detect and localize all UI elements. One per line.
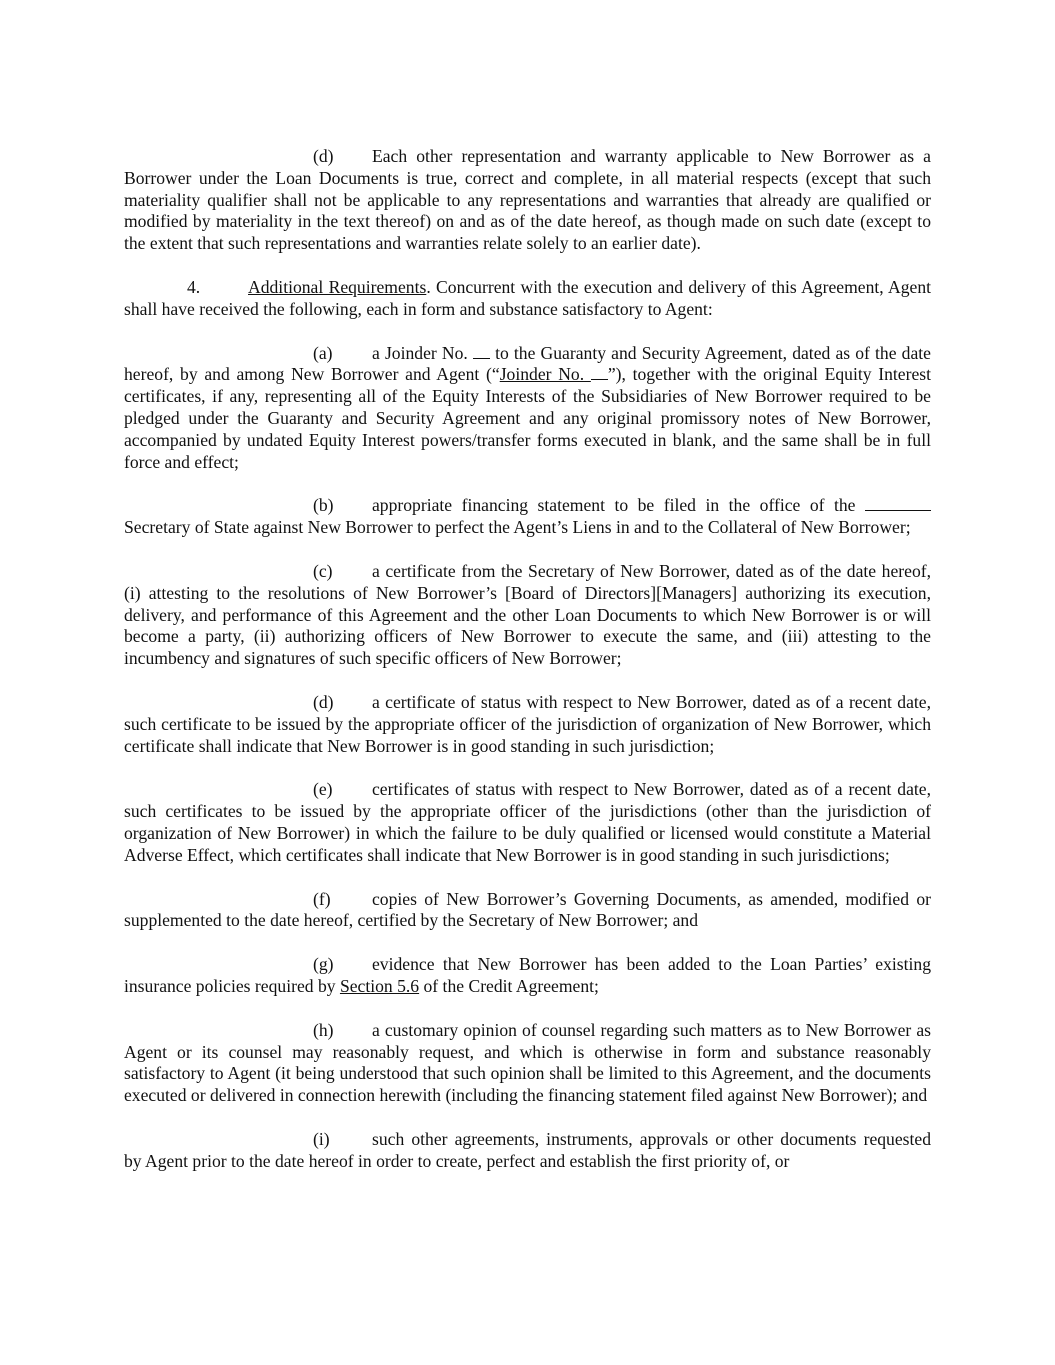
item-label: (d): [313, 146, 334, 166]
item-label: (a): [313, 342, 333, 363]
item-label: (c): [313, 560, 333, 581]
paragraph-text: a certificate of status with respect to New Borrower, dated as of a recent date, such certificate to be issued by the appropriate officer of the jurisdiction of organization of New Borrower, which certificate shall indicate that New Borrower is in good standing in such jurisdiction;: [124, 691, 931, 756]
item-f-governing-documents: [124, 889, 931, 933]
item-h-opinion-of-counsel: [124, 1020, 931, 1107]
paragraph-text: to the Guaranty and Security Agreement, dated as of the date hereof, by and among New Borrower and Agent (“: [124, 342, 931, 385]
paragraph-rep-warranty-d: [124, 146, 931, 255]
paragraph-text: ”), together with the original Equity Interest certificates, if any, representing all of the Equity Interests of the Subsidiaries of New Borrower required to be pledged under the Guaranty and Security Agreement and any original promissory notes of New Borrower, accompanied by undated Equity Interest powers/transfer forms executed in blank, and the same shall be in full force and effect;: [124, 364, 932, 472]
section-heading: Additional Requirements: [248, 276, 427, 297]
paragraph-text: appropriate financing statement to be filed in the office of the: [372, 495, 865, 516]
item-b-financing-statement: [124, 495, 931, 539]
paragraph-text: . Concurrent with the execution and delivery of this Agreement, Agent shall have received the following, each in form and substance satisfactory to Agent:: [124, 276, 931, 319]
blank-line: [591, 378, 608, 380]
item-a-joinder: [124, 343, 931, 474]
section-reference: Section 5.6: [339, 975, 420, 996]
paragraph-text: of the Credit Agreement;: [419, 975, 599, 996]
item-label: (d): [313, 691, 334, 712]
paragraph-text: Each other representation and warranty applicable to New Borrower as a Borrower under the Loan Documents is true, correct and complete, in all material respects (except that such materiality qualifier shall not be applicable to any representations and warranties that already are qualified or modified by materiality in the text thereof) on and as of the date hereof, as though made on such date (except to the extent that such representations and warranties relate solely to an earlier date).: [124, 146, 931, 254]
paragraph-text: certificates of status with respect to New Borrower, dated as of a recent date, such certificates to be issued by the appropriate officer of the jurisdictions (other than the jurisdiction of organization of New Borrower) in which the failure to be duly qualified or licensed would constitute a Material Adverse Effect, which certificates shall indicate that New Borrower is in good standing in such jurisdictions;: [124, 779, 931, 865]
paragraph-text: Secretary of State against New Borrower to perfect the Agent’s Liens in and to the Collateral of New Borrower;: [124, 517, 911, 538]
item-c-secretary-certificate: [124, 561, 931, 670]
paragraph-text: copies of New Borrower’s Governing Documents, as amended, modified or supplemented to the date hereof, certified by the Secretary of New Borrower; and: [124, 888, 931, 931]
blank-line: [473, 357, 490, 359]
item-e-certificates-of-status: [124, 779, 931, 866]
document-page: [124, 146, 931, 1172]
blank-line: [865, 509, 931, 511]
item-label: (e): [313, 779, 333, 800]
item-i-other-agreements: [124, 1129, 931, 1173]
item-label: (i): [313, 1128, 330, 1149]
item-g-insurance-evidence: [124, 954, 931, 998]
paragraph-text: a Joinder No.: [372, 342, 473, 363]
paragraph-text: a certificate from the Secretary of New Borrower, dated as of the date hereof, (i) attesting to the resolutions of New Borrower’s [Board of Directors][Managers] authorizing its execution, delivery, and performance of this Agreement and the other Loan Documents to which New Borrower is or will become a party, (ii) authorizing officers of New Borrower to execute the same, and (iii) attesting to the incumbency and signatures of such specific officers of New Borrower;: [124, 560, 931, 669]
item-label: (g): [313, 954, 334, 975]
paragraph-text: such other agreements, instruments, approvals or other documents requested by Agent prior to the date hereof in order to create, perfect and establish the first priority of, or: [124, 1128, 931, 1171]
paragraph-text: a customary opinion of counsel regarding such matters as to New Borrower as Agent or its counsel may reasonably request, and which is otherwise in form and substance reasonably satisfactory to Agent (it being understood that such opinion shall be limited to this Agreement, and the documents executed or delivered in connection herewith (including the financing statement filed against New Borrower); and: [124, 1019, 931, 1106]
item-label: (h): [313, 1019, 334, 1040]
defined-term: Joinder No.: [499, 364, 591, 385]
item-label: (f): [313, 888, 331, 909]
item-label: (b): [313, 495, 334, 516]
paragraph-text: evidence that New Borrower has been added to the Loan Parties’ existing insurance policies required by: [124, 954, 931, 996]
item-d-certificate-of-status: [124, 692, 931, 757]
section-4-additional-requirements: [124, 277, 931, 321]
section-number: 4.: [187, 276, 201, 297]
